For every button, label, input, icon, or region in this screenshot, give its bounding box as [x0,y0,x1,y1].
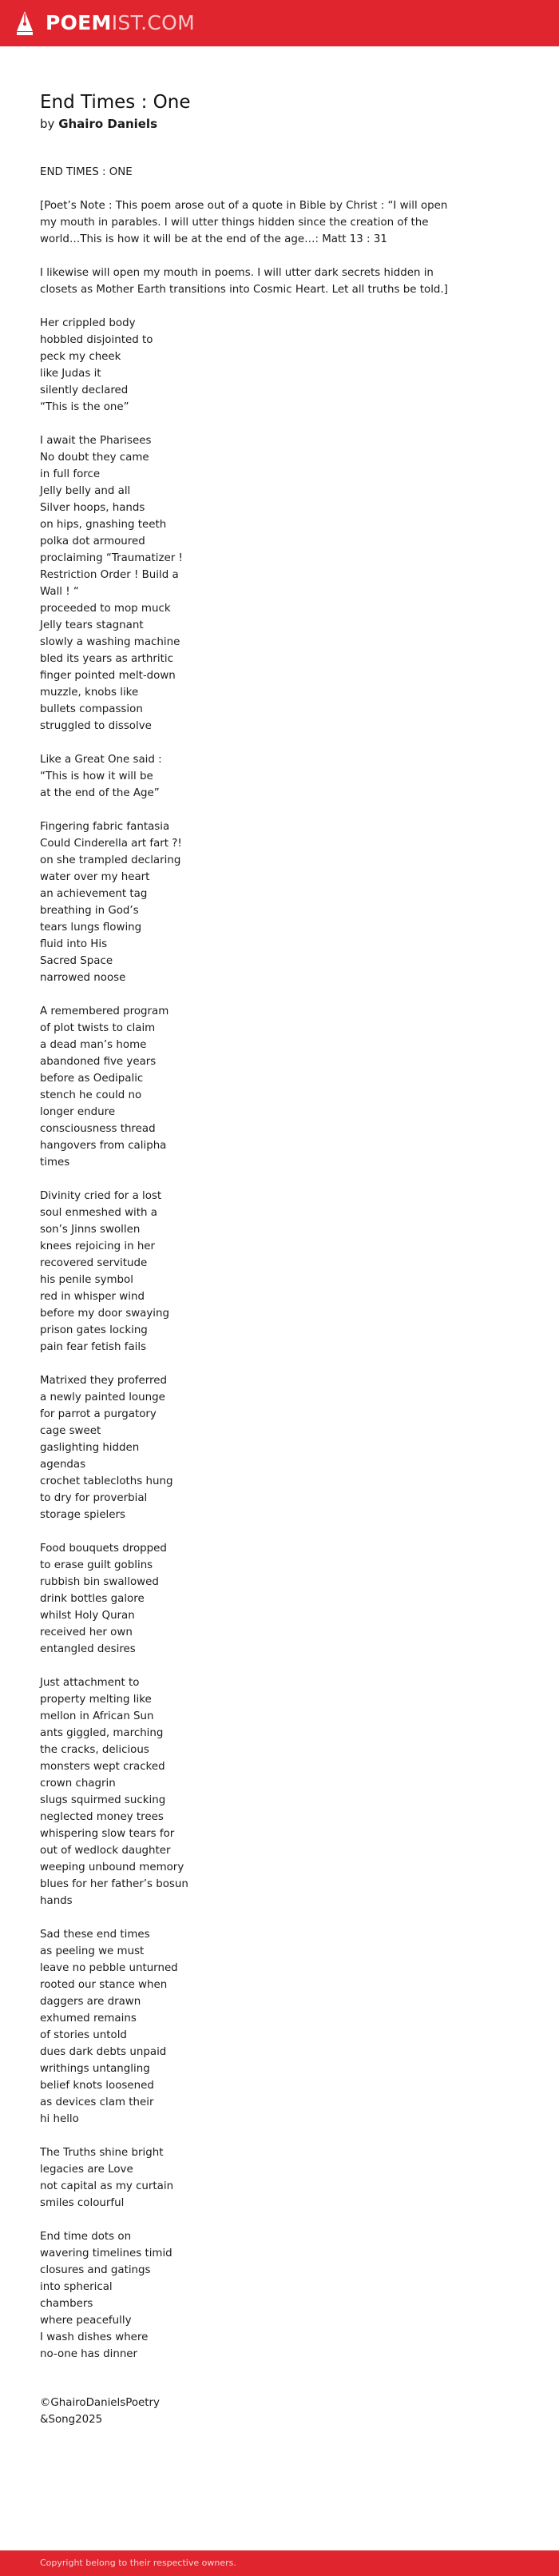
poem-line [40,1658,455,1674]
poem-article [40,90,455,2428]
poem-line: an achievement tag [40,888,148,900]
poem-line: chambers [40,2298,93,2310]
copyright-line: &Song2025 [40,2414,103,2426]
poem-line: in full force [40,468,101,480]
poem-line [40,248,455,265]
poem-line: knees rejoicing in her [40,1240,156,1252]
poem-line: Just attachment to [40,1677,140,1689]
poem-line: for parrot a purgatory [40,1408,157,1420]
poem-line: writhings untangling [40,2063,150,2075]
poem-line: received her own [40,1626,133,1638]
poem-copyright [40,2395,455,2428]
poem-line [40,298,455,315]
poem-line: Divinity cried for a lost [40,1190,162,1202]
poem-line: of stories untold [40,2029,127,2041]
poem-line: as peeling we must [40,1945,145,1957]
poem-line: polka dot armoured [40,536,145,547]
poem-title: End Times : One [40,92,191,113]
poem-line: before my door swaying [40,1308,169,1320]
poem-line: stench he could no [40,1089,142,1101]
poem-line: struggled to dissolve [40,720,152,732]
poem-line: pain fear fetish fails [40,1341,147,1353]
poem-line: times [40,1157,70,1169]
poem-line: where peacefully [40,2315,132,2327]
poem-line: not capital as my curtain [40,2180,174,2192]
poem-line: a dead man’s home [40,1039,147,1051]
poem-line: on hips, gnashing teeth [40,519,167,531]
brand-name-light: IST.COM [111,11,196,34]
poem-line: No doubt they came [40,452,149,464]
poem-line: to erase guilt goblins [40,1559,153,1571]
poem-line: prison gates locking [40,1324,148,1336]
poem-line: no-one has dinner [40,2348,138,2360]
poem-line: blues for her father’s bosun [40,1878,188,1890]
poem-line: I await the Pharisees [40,435,152,447]
poem-line: proceeded to mop muck [40,603,171,615]
poem-line: weeping unbound memory [40,1861,184,1873]
poem-line: drink bottles galore [40,1593,145,1605]
poem-line: entangled desires [40,1643,136,1655]
poem-line: Matrixed they proferred [40,1375,167,1387]
poem-line: hands [40,1895,73,1907]
poem-line: Food bouquets dropped [40,1543,167,1555]
poem-line [40,416,455,432]
poem-line: a newly painted lounge [40,1392,165,1403]
poem-line: [Poet’s Note : This poem arose out of a quote in Bible by Christ : “I will open my mouth in parables. I will utter things hidden since the creation of the world…This is how it will be at the end of the age…: Matt 13 : 31 [40,200,451,245]
site-header [0,0,559,46]
poem-line: crochet tablecloths hung [40,1475,173,1487]
site-footer [0,2550,559,2576]
pen-nib-icon [15,10,34,35]
poem-line: consciousness thread [40,1123,156,1135]
poem-line [40,802,455,818]
brand-name-strong: POEM [46,11,112,34]
poem-line: whilst Holy Quran [40,1610,135,1622]
copyright-line: ©GhairoDanielsPoetry [40,2397,160,2409]
poem-line: Sad these end times [40,1929,150,1941]
poem-line: soul enmeshed with a [40,1207,157,1219]
poem-line: tears lungs flowing [40,922,142,934]
poem-line: monsters wept cracked [40,1761,165,1773]
poem-line: Sacred Space [40,955,113,967]
poem-line: Jelly tears stagnant [40,619,144,631]
poem-line: the cracks, delicious [40,1744,149,1756]
site-logo[interactable] [15,10,195,35]
poem-line: proclaiming “Traumatizer ! [40,552,183,564]
poem-line: bled its years as arthritic [40,653,173,665]
poem-line: on she trampled declaring [40,854,181,866]
poem-line: exhumed remains [40,2013,137,2025]
poem-body [40,164,455,2363]
poem-line: mellon in African Sun [40,1710,154,1722]
poem-line: The Truths shine bright [40,2147,164,2159]
poem-line: longer endure [40,1106,116,1118]
poem-line [40,2212,455,2228]
poem-line: Restriction Order ! Build a [40,569,179,581]
poem-line: ants giggled, marching [40,1727,164,1739]
poem-line [40,735,455,751]
poem-line: recovered servitude [40,1257,148,1269]
poem-line: finger pointed melt-down [40,670,176,682]
poem-line: cage sweet [40,1425,101,1437]
poem-line: rooted our stance when [40,1979,168,1991]
footer-copyright-text: Copyright belong to their respective owners. [40,2558,236,2568]
poem-line: Like a Great One said : [40,754,162,766]
poem-line: closures and gatings [40,2264,151,2276]
poem-line: peck my cheek [40,351,121,363]
poem-line: dues dark debts unpaid [40,2046,167,2058]
poem-line: belief knots loosened [40,2080,154,2092]
poem-line: agendas [40,1459,86,1471]
poem-line: Could Cinderella art fart ?! [40,838,182,850]
poem-line: out of wedlock daughter [40,1845,171,1857]
poem-line: to dry for proverbial [40,1492,148,1504]
poem-line: into spherical [40,2281,113,2293]
poem-line: I wash dishes where [40,2331,149,2343]
brand-name [46,10,195,35]
poem-line [40,1171,455,1188]
poem-line: Silver hoops, hands [40,502,145,514]
byline [40,116,455,132]
poem-line: bullets compassion [40,703,143,715]
poem-line: at the end of the Age” [40,787,160,799]
poem-line [40,1523,455,1540]
poem-line: wavering timelines timid [40,2248,172,2259]
poem-line: Jelly belly and all [40,485,131,497]
poem-line: water over my heart [40,871,150,883]
poem-line: Fingering fabric fantasia [40,821,170,833]
poem-line: I likewise will open my mouth in poems. I will utter dark secrets hidden in closets as Mother Earth transitions into Cosmic Heart. Let all truths be told.] [40,267,448,296]
poem-line: END TIMES : ONE [40,166,133,178]
poem-line [40,1909,455,1926]
poem-line: Her crippled body [40,317,136,329]
poem-line: legacies are Love [40,2164,133,2176]
poem-line: son’s Jinns swollen [40,1224,141,1236]
poem-line: gaslighting hidden [40,1442,140,1454]
poem-line: End time dots on [40,2231,132,2243]
poem-line: fluid into His [40,938,108,950]
poem-line: as devices clam their [40,2096,154,2108]
byline-prefix: by [40,117,55,131]
poem-line: his penile symbol [40,1274,133,1286]
poem-line: muzzle, knobs like [40,687,139,699]
poem-line: hi hello [40,2113,79,2125]
poem-line: A remembered program [40,1005,169,1017]
poem-line: property melting like [40,1694,152,1706]
poem-line: abandoned five years [40,1056,157,1068]
poem-line: red in whisper wind [40,1291,145,1303]
poem-line: silently declared [40,384,129,396]
poem-line: like Judas it [40,368,101,380]
poem-line: whispering slow tears for [40,1828,175,1840]
poem-line: “This is how it will be [40,770,153,782]
poem-line: Wall ! “ [40,586,79,598]
poem-line [40,1356,455,1372]
poem-line: slugs squirmed sucking [40,1794,166,1806]
author-link[interactable]: Ghairo Daniels [58,117,158,131]
poem-line: storage spielers [40,1509,126,1521]
poem-line: crown chagrin [40,1778,116,1790]
poem-line: narrowed noose [40,972,126,984]
poem-line: neglected money trees [40,1811,164,1823]
poem-line: breathing in God’s [40,905,139,917]
poem-line: hangovers from calipha [40,1140,167,1152]
poem-line: rubbish bin swallowed [40,1576,159,1588]
poem-line: hobbled disjointed to [40,334,153,346]
poem-line: slowly a washing machine [40,636,180,648]
poem-line [40,986,455,1003]
poem-line: “This is the one” [40,401,129,413]
poem-line [40,2128,455,2144]
poem-line: daggers are drawn [40,1996,141,2008]
poem-line: of plot twists to claim [40,1022,156,1034]
poem-line [40,181,455,197]
poem-line: before as Oedipalic [40,1073,144,1085]
poem-line: smiles colourful [40,2197,125,2209]
poem-line: leave no pebble unturned [40,1962,178,1974]
